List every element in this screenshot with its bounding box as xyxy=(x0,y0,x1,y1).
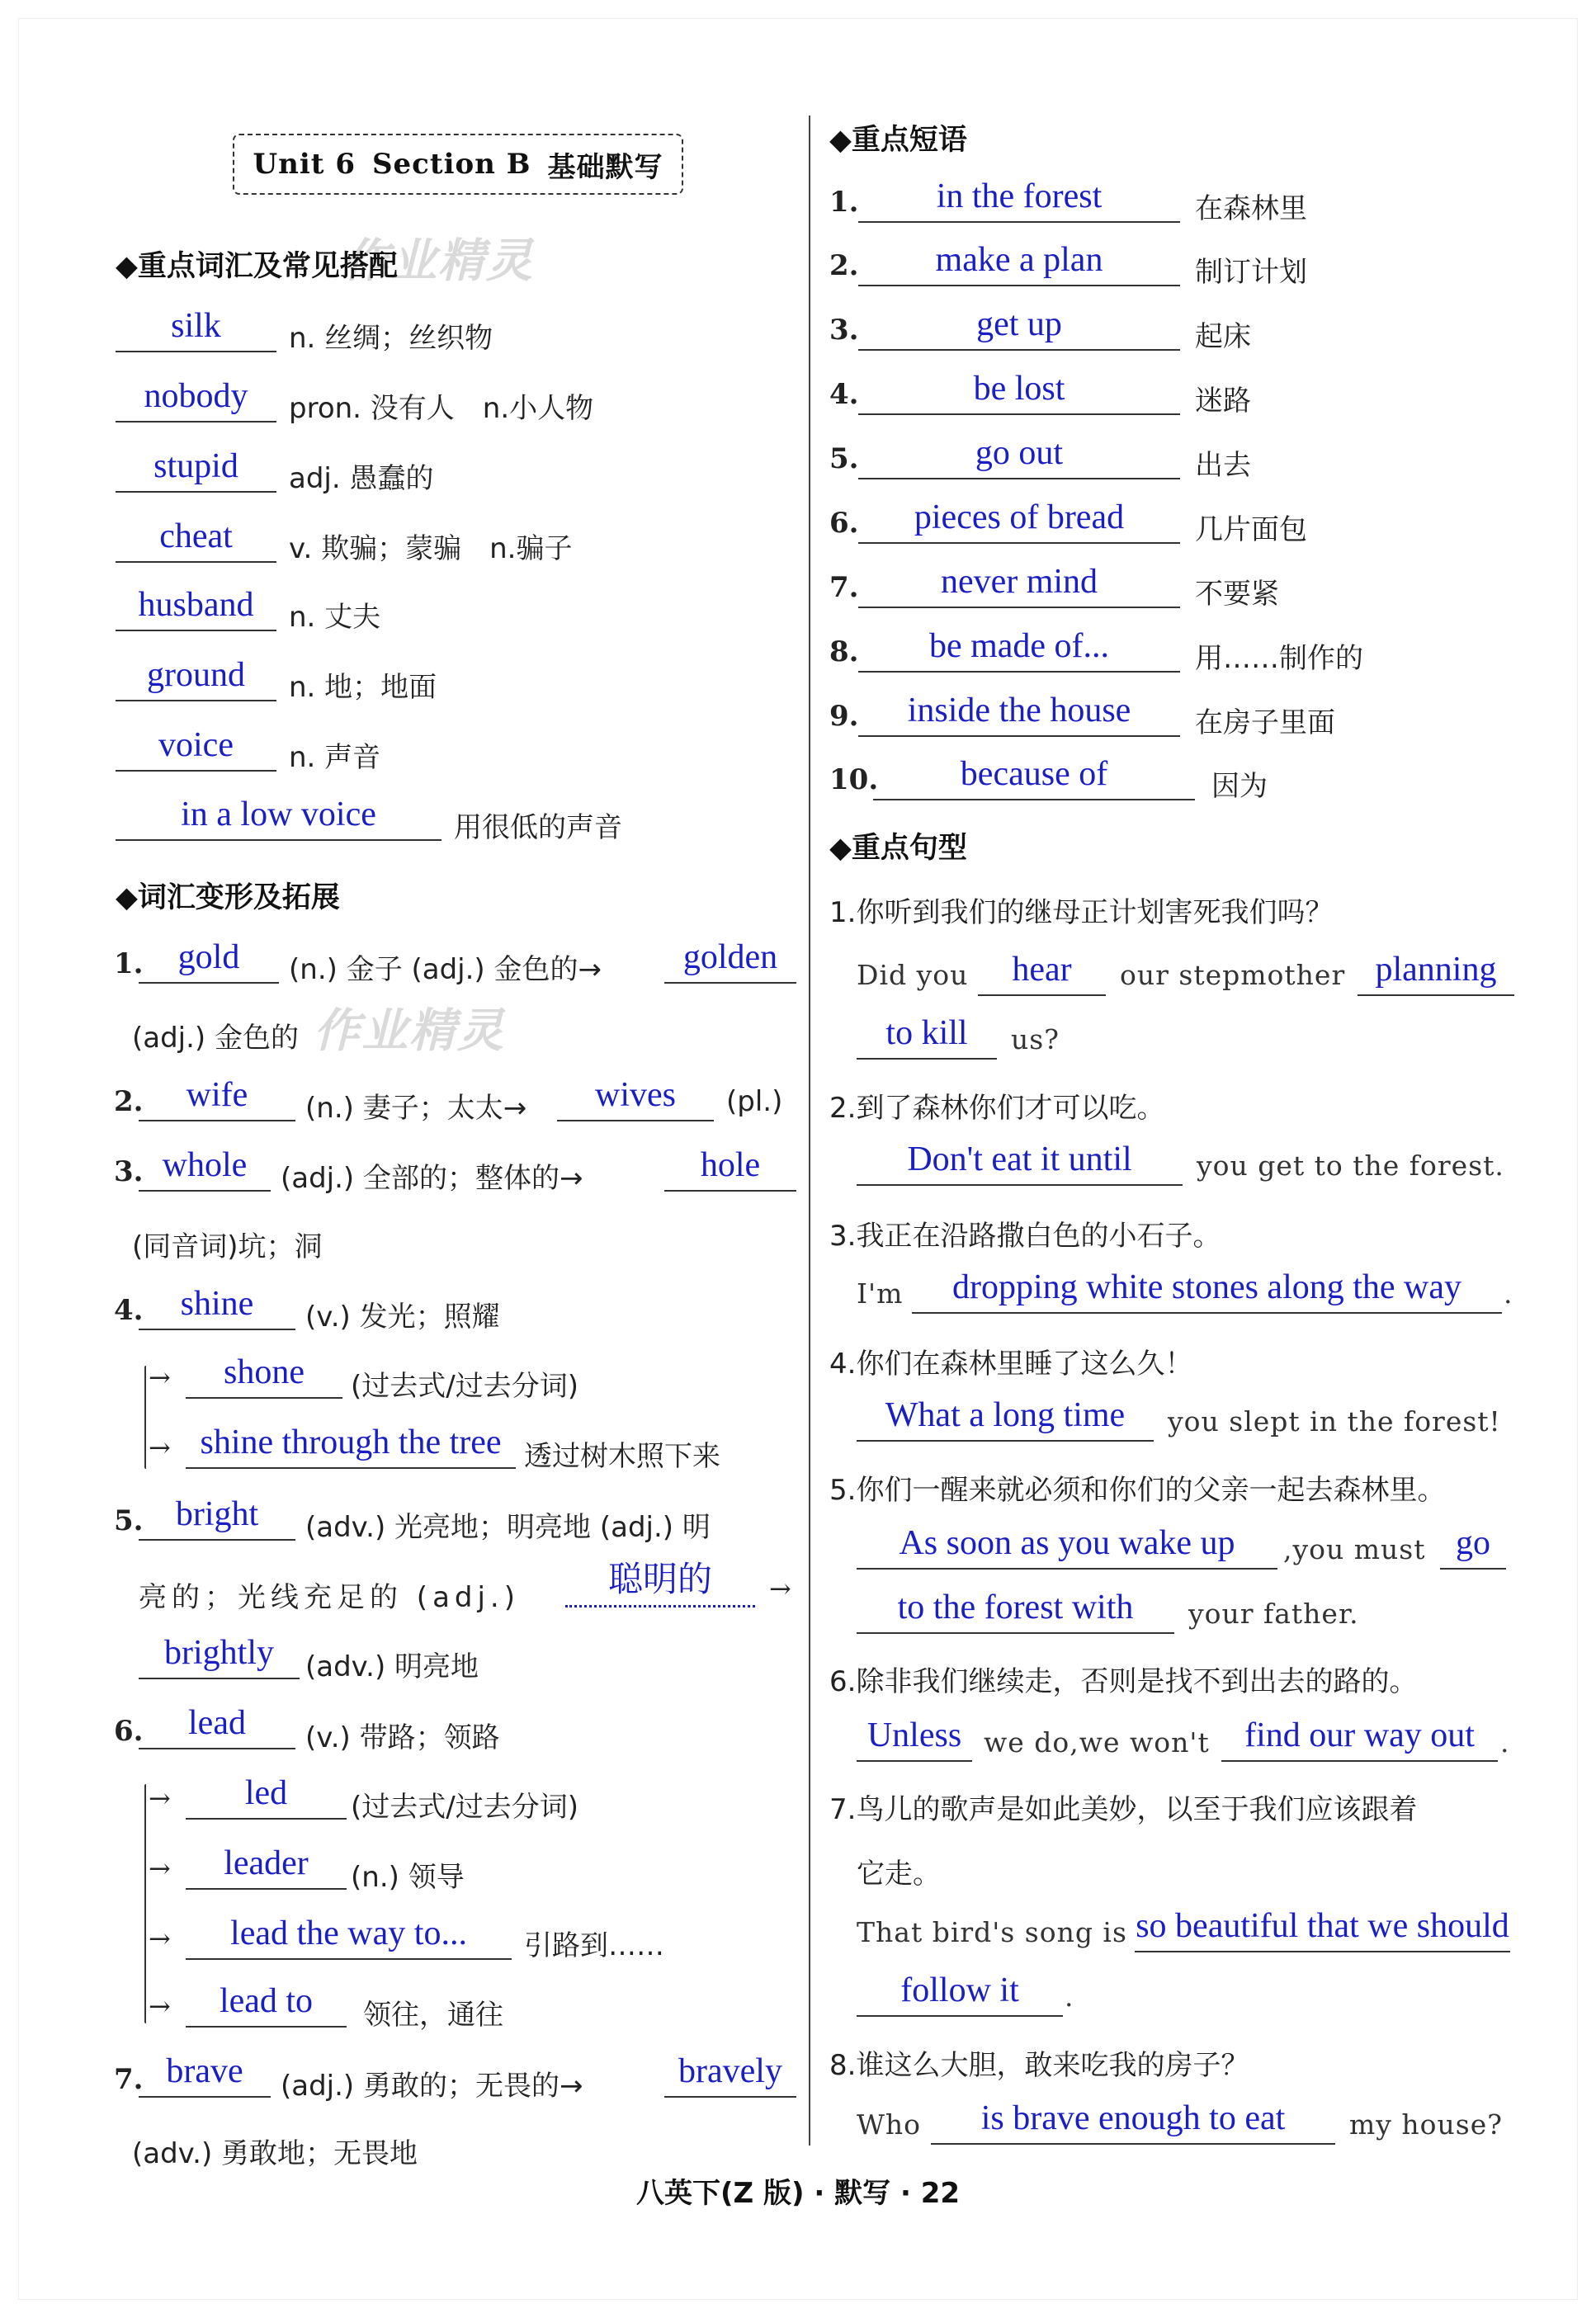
item-number: 3. xyxy=(829,314,859,347)
arrow-icon: → xyxy=(769,1573,791,1604)
vocab-meaning: n. 声音 xyxy=(289,741,381,774)
answer-blank: find our way out xyxy=(1221,1711,1498,1762)
task-label: 基础默写 xyxy=(547,150,663,184)
answer-blank: to the forest with xyxy=(857,1583,1174,1634)
vocab-meaning: 用很低的声音 xyxy=(454,811,622,844)
item-number: 5. xyxy=(829,442,859,475)
phrase-meaning: 用……制作的 xyxy=(1195,642,1363,675)
item-text: (n.) 领导 xyxy=(351,1861,465,1894)
phrase-meaning: 迷路 xyxy=(1195,385,1251,418)
answer-blank: bravely xyxy=(664,2047,796,2098)
phrase-meaning: 在房子里面 xyxy=(1195,706,1335,739)
item-number: 7. xyxy=(114,2063,144,2096)
sentence-english: . xyxy=(1500,1726,1510,1759)
vocab-meaning: v. 欺骗；蒙骗 n.骗子 xyxy=(289,532,573,565)
answer-blank: go xyxy=(1440,1518,1506,1570)
sentence-english: you get to the forest. xyxy=(1197,1150,1504,1182)
sentence-english: our stepmother xyxy=(1120,959,1346,991)
phrase-meaning: 制订计划 xyxy=(1195,256,1307,289)
phrase-answer: be lost xyxy=(858,364,1180,415)
vocab-meaning: n. 丈夫 xyxy=(289,601,381,634)
answer-blank: hole xyxy=(664,1140,796,1192)
answer-blank: shine xyxy=(139,1279,295,1330)
answer-blank: lead xyxy=(139,1698,295,1749)
item-text: 透过树木照下来 xyxy=(524,1440,720,1473)
answer-blank: leader xyxy=(186,1839,347,1890)
phrase-answer: get up xyxy=(858,300,1180,351)
item-text: (adv.) 勇敢地；无畏地 xyxy=(132,2137,418,2170)
arrow-icon: → xyxy=(149,1362,171,1393)
item-text: 亮的；光线充足的 (adj.) xyxy=(139,1581,521,1614)
item-number: 5. xyxy=(114,1504,144,1537)
answer-blank: dropping white stones along the way xyxy=(912,1263,1502,1314)
phrase-meaning: 出去 xyxy=(1195,449,1251,482)
vocab-answer: husband xyxy=(116,580,276,631)
watermark: 作业精灵 xyxy=(342,234,534,288)
answer-blank: bright xyxy=(139,1489,295,1541)
heading-sentences: ◆重点句型 xyxy=(829,832,967,865)
section-title xyxy=(233,134,683,195)
sentence-english: us? xyxy=(1011,1023,1060,1055)
item-text: (adj.) 勇敢的；无畏的→ xyxy=(281,2070,583,2103)
phrase-answer: be made of... xyxy=(858,621,1180,673)
arrow-icon: → xyxy=(149,1853,171,1884)
sentence-chinese: 8.谁这么大胆，敢来吃我的房子？ xyxy=(829,2049,1249,2082)
phrase-meaning: 因为 xyxy=(1211,770,1268,803)
item-text: (adv.) 明亮地 xyxy=(305,1650,479,1683)
sentence-chinese: 1.你听到我们的继母正计划害死我们吗？ xyxy=(829,896,1334,929)
sentence-english: you slept in the forest! xyxy=(1168,1405,1501,1438)
sentence-english: ,you must xyxy=(1283,1533,1426,1565)
sentence-english: Did you xyxy=(857,959,969,991)
item-text: (adv.) 光亮地；明亮地 (adj.) 明 xyxy=(305,1511,711,1544)
phrase-meaning: 不要紧 xyxy=(1195,578,1279,611)
brace xyxy=(144,1784,146,2023)
sentence-english: we do,we won't xyxy=(984,1726,1210,1759)
item-number: 4. xyxy=(829,378,859,411)
item-number: 6. xyxy=(114,1715,144,1748)
vocab-answer: ground xyxy=(116,650,276,701)
item-text: (同音词)坑；洞 xyxy=(132,1230,323,1263)
phrase-answer: because of xyxy=(873,749,1195,800)
item-number: 1. xyxy=(114,947,144,980)
watermark: 作业精灵 xyxy=(314,1004,505,1058)
arrow-icon: → xyxy=(149,1923,171,1954)
sentence-chinese: 4.你们在森林里睡了这么久！ xyxy=(829,1348,1193,1381)
phrase-meaning: 在森林里 xyxy=(1195,192,1307,225)
item-number: 1. xyxy=(829,186,859,219)
vocab-answer: in a low voice xyxy=(116,790,441,841)
phrase-answer: in the forest xyxy=(858,172,1180,223)
heading-vocab: ◆重点词汇及常见搭配 xyxy=(116,250,398,283)
heading-phrases: ◆重点短语 xyxy=(829,124,967,157)
answer-blank: so beautiful that we should xyxy=(1135,1901,1510,1952)
item-text: (v.) 发光；照耀 xyxy=(305,1301,500,1334)
answer-blank: wife xyxy=(139,1070,295,1121)
item-number: 2. xyxy=(829,249,859,282)
item-number: 10. xyxy=(829,763,879,796)
phrase-answer: make a plan xyxy=(858,235,1180,286)
brace xyxy=(144,1366,146,1469)
vocab-meaning: adj. 愚蠢的 xyxy=(289,462,434,495)
item-number: 3. xyxy=(114,1155,144,1188)
answer-blank: As soon as you wake up xyxy=(857,1518,1277,1570)
answer-blank: 聪明的 xyxy=(565,1556,755,1607)
item-text: (adj.) 金色的 xyxy=(132,1022,300,1055)
answer-blank: brave xyxy=(139,2047,271,2098)
item-text: (n.) 金子 (adj.) 金色的→ xyxy=(289,953,602,986)
item-number: 2. xyxy=(114,1085,144,1118)
sentence-english: . xyxy=(1504,1277,1513,1310)
phrase-answer: go out xyxy=(858,428,1180,479)
vocab-answer: stupid xyxy=(116,441,276,493)
vocab-meaning: n. 地；地面 xyxy=(289,671,437,704)
answer-blank: golden xyxy=(664,932,796,984)
answer-blank: lead the way to... xyxy=(186,1909,512,1960)
sentence-chinese: 它走。 xyxy=(857,1858,941,1891)
item-text: 引路到…… xyxy=(524,1929,664,1962)
item-number: 9. xyxy=(829,700,859,733)
sentence-english: I'm xyxy=(857,1277,904,1310)
answer-blank: hear xyxy=(978,945,1106,996)
answer-blank: to kill xyxy=(857,1008,997,1060)
vocab-answer: cheat xyxy=(116,512,276,563)
answer-blank: planning xyxy=(1358,945,1514,996)
sentence-chinese: 5.你们一醒来就必须和你们的父亲一起去森林里。 xyxy=(829,1474,1446,1507)
phrase-answer: pieces of bread xyxy=(858,493,1180,544)
sentence-english: . xyxy=(1065,1980,1074,2013)
item-text: 领往，通往 xyxy=(363,1999,503,2032)
answer-blank: What a long time xyxy=(857,1390,1154,1442)
item-number: 8. xyxy=(829,635,859,668)
arrow-icon: → xyxy=(149,1432,171,1463)
answer-blank: lead to xyxy=(186,1976,347,2028)
vocab-answer: voice xyxy=(116,720,276,772)
vocab-meaning: n. 丝绸；丝织物 xyxy=(289,322,493,355)
answer-blank: is brave enough to eat xyxy=(931,2094,1335,2145)
sentence-english: my house? xyxy=(1349,2108,1503,2141)
sentence-chinese: 3.我正在沿路撒白色的小石子。 xyxy=(829,1220,1221,1253)
answer-blank: Don't eat it until xyxy=(857,1135,1183,1186)
item-number: 4. xyxy=(114,1294,144,1327)
answer-blank: wives xyxy=(557,1070,714,1121)
answer-blank: led xyxy=(186,1768,347,1820)
sentence-chinese: 2.到了森林你们才可以吃。 xyxy=(829,1092,1165,1125)
item-text: (过去式/过去分词) xyxy=(351,1791,578,1824)
item-text: (n.) 妻子；太太→ xyxy=(305,1092,527,1125)
sentence-english: That bird's song is xyxy=(857,1916,1127,1948)
item-text: (adj.) 全部的；整体的→ xyxy=(281,1162,583,1195)
item-number: 7. xyxy=(829,571,859,604)
answer-blank: brightly xyxy=(139,1628,300,1679)
item-number: 6. xyxy=(829,507,859,540)
answer-blank: whole xyxy=(139,1140,271,1192)
phrase-meaning: 几片面包 xyxy=(1195,513,1307,546)
phrase-answer: inside the house xyxy=(858,686,1180,737)
sentence-chinese: 6.除非我们继续走，否则是找不到出去的路的。 xyxy=(829,1665,1418,1698)
answer-blank: follow it xyxy=(857,1966,1063,2017)
sentence-english: Who xyxy=(857,2108,922,2141)
phrase-meaning: 起床 xyxy=(1195,320,1251,353)
item-text: (pl.) xyxy=(726,1085,783,1118)
vocab-answer: silk xyxy=(116,301,276,352)
column-divider xyxy=(809,116,810,2146)
answer-blank: shone xyxy=(186,1348,342,1399)
arrow-icon: → xyxy=(149,1990,171,2022)
section-label: Section B xyxy=(372,148,531,181)
answer-blank: Unless xyxy=(857,1711,972,1762)
answer-blank: shine through the tree xyxy=(186,1418,516,1469)
heading-transform: ◆词汇变形及拓展 xyxy=(116,881,340,914)
sentence-chinese: 7.鸟儿的歌声是如此美妙，以至于我们应该跟着 xyxy=(829,1793,1418,1826)
page-footer: 八英下(Z 版) · 默写 · 22 xyxy=(635,2177,961,2210)
answer-blank: gold xyxy=(139,932,279,984)
arrow-icon: → xyxy=(149,1782,171,1814)
vocab-answer: nobody xyxy=(116,371,276,423)
unit-label: Unit 6 xyxy=(253,148,356,181)
item-text: (过去式/过去分词) xyxy=(351,1370,578,1403)
item-text: (v.) 带路；领路 xyxy=(305,1721,500,1754)
phrase-answer: never mind xyxy=(858,557,1180,608)
sentence-english: your father. xyxy=(1188,1598,1359,1630)
vocab-meaning: pron. 没有人 n.小人物 xyxy=(289,392,594,425)
